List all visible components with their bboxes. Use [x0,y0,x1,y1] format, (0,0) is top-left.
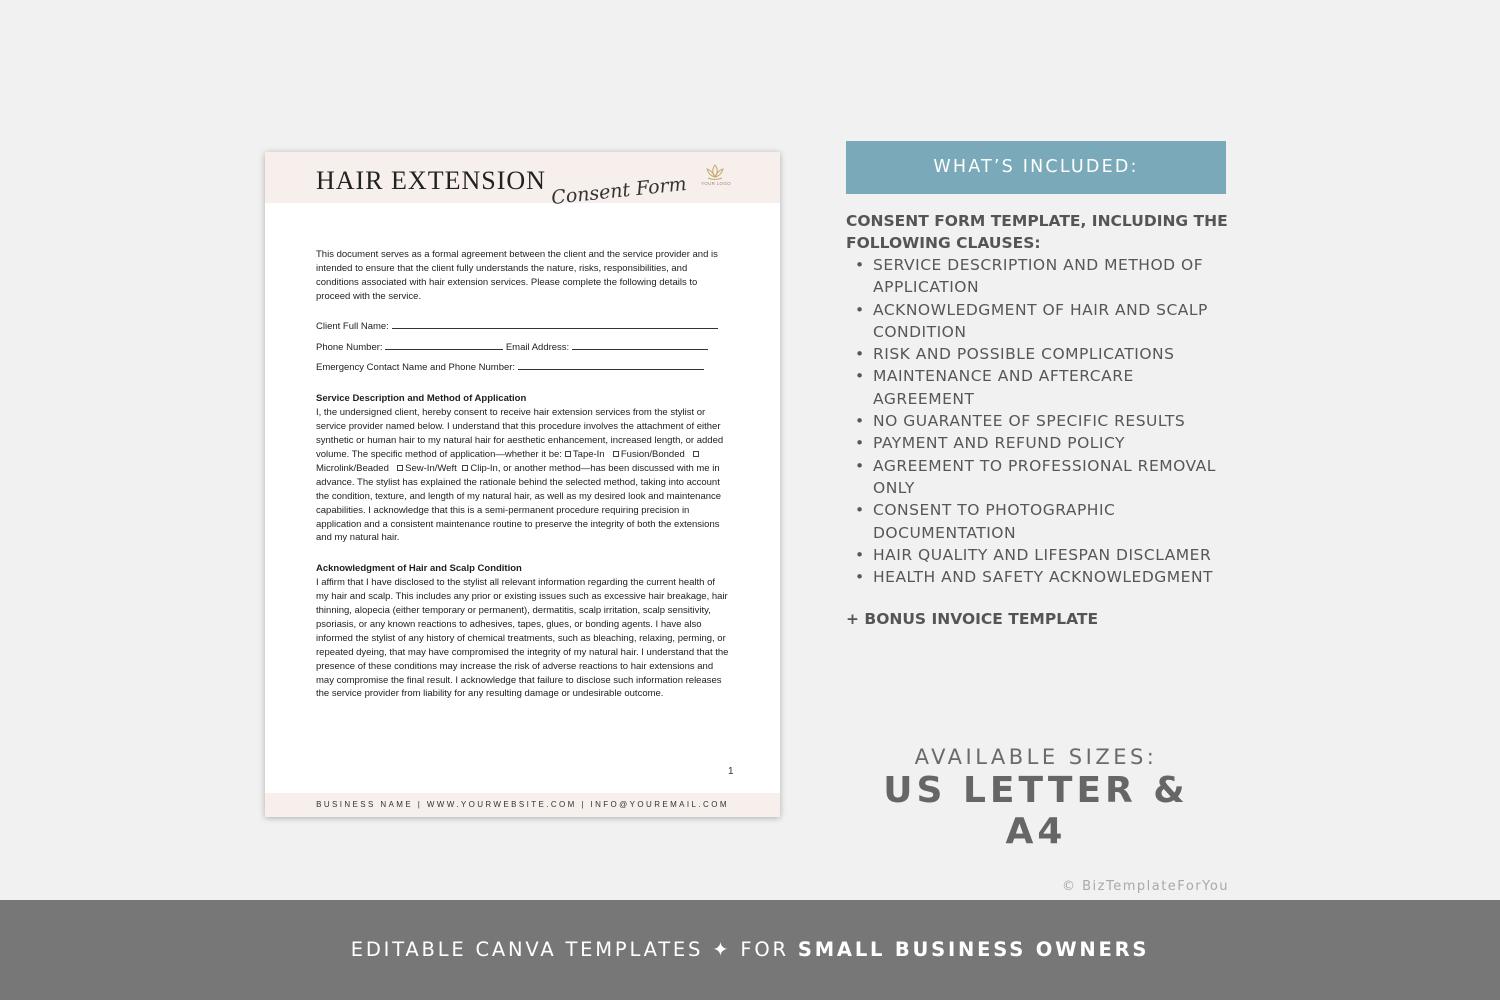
clause-item [855,254,1235,299]
phone-label: Phone Number: [316,341,383,353]
document-footer: BUSINESS NAME | WWW.YOURWEBSITE.COM | INFO@YOUREMAIL.COM [265,793,780,817]
client-name-line[interactable] [392,320,718,329]
clause-text: PAYMENT AND REFUND POLICY [873,434,1125,453]
client-fields [316,320,730,376]
bottom-banner-strong: SMALL BUSINESS OWNERS [797,938,1150,961]
bullet-icon: • [855,568,865,587]
document-title: HAIR EXTENSION [316,166,546,195]
emergency-line[interactable] [518,361,704,370]
phone-email-field[interactable] [316,341,730,355]
document-preview [265,152,780,817]
clause-item [855,432,1235,454]
section2-heading: Acknowledgment of Hair and Scalp Condition [316,563,522,575]
checkbox[interactable] [693,451,699,457]
section1-text [316,406,730,545]
checkbox[interactable] [462,465,468,471]
bullet-icon: • [855,345,865,364]
option-microlink: Microlink/Beaded [316,462,389,474]
clause-item [855,455,1235,500]
client-name-field[interactable] [316,320,730,334]
sizes-value: US LETTER & A4 [883,770,1189,852]
clause-text: NO GUARANTEE OF SPECIFIC RESULTS [873,412,1186,431]
client-name-label: Client Full Name: [316,320,389,332]
email-line[interactable] [572,341,708,350]
section1-text-before: I, the undersigned client, hereby consent to receive hair extension services from the stylist or service provider named below. I understand that this procedure involves the attachment of either synthetic or human hair to my natural hair for aesthetic enhancement, increased length, or added volume. The specific method of application—whether it be: [316,407,724,460]
logo [701,163,729,193]
document-subtitle: Consent Form [550,172,688,210]
section1-heading: Service Description and Method of Application [316,393,527,405]
whats-included-banner: WHAT’S INCLUDED: [846,141,1226,194]
bullet-icon: • [855,256,865,274]
clause-item [855,365,1235,410]
bonus-text: + BONUS INVOICE TEMPLATE [846,610,1099,628]
bottom-banner [0,900,1500,1000]
clause-item [855,343,1235,365]
emergency-label: Emergency Contact Name and Phone Number: [316,362,516,374]
option-fusion: Fusion/Bonded [620,448,685,460]
checkbox[interactable] [565,451,571,457]
included-intro: CONSENT FORM TEMPLATE, INCLUDING THE FOLLOWING CLAUSES: [846,212,1228,253]
section2-text: I affirm that I have disclosed to the stylist all relevant information regarding the current health of my hair and scalp. This includes any prior or existing issues such as excessive hair breakage, hair thinning, alopecia (either temporary or permanent), dermatitis, scalp irritation, scalp sensitivity, psoriasis, or any known reactions to adhesives, tapes, glues, or bonding agents. I have also informed the stylist of any history of chemical treatments, such as bleaching, relaxing, perming, or repeated dyeing, that may have compromised the integrity of my natural hair. I understand that the presence of these conditions may increase the risk of adverse reactions to hair extensions and may compromise the final result. I acknowledge that failure to disclose such information releases the service provider from liability for any resulting damage or undesirable outcome. [316,577,729,700]
page-number: 1 [728,766,734,777]
clause-item [855,566,1235,588]
bullet-icon: • [855,501,865,520]
bullet-icon: • [855,545,865,564]
document-body [316,248,730,701]
phone-line[interactable] [385,341,503,350]
clause-text: SERVICE DESCRIPTION AND METHOD OF APPLICATION [873,256,1204,297]
bullet-icon: • [855,367,865,386]
option-sew-in: Sew-In/Weft [405,462,457,474]
bullet-icon: • [855,434,865,453]
clause-item [855,410,1235,432]
option-clip-in: Clip-In [470,462,498,474]
clause-text: RISK AND POSSIBLE COMPLICATIONS [873,345,1175,364]
intro-paragraph: This document serves as a formal agreement between the client and the service provider and is intended to ensure that the client fully understands the nature, risks, responsibilities, and conditions associated with hair extension services. Please complete the following details to proceed with the service. [316,249,718,302]
email-label: Email Address: [505,341,570,353]
clause-list [855,254,1235,588]
bullet-icon: • [855,456,865,475]
bullet-icon: • [855,412,865,431]
copyright-text: © BizTemplateForYou [1062,879,1230,894]
checkbox[interactable] [397,465,403,471]
clause-item [855,544,1235,566]
clause-text: MAINTENANCE AND AFTERCARE AGREEMENT [873,367,1134,408]
bullet-icon: • [855,300,865,319]
clause-text: HAIR QUALITY AND LIFESPAN DISCLAMER [873,545,1212,564]
clause-text: ACKNOWLEDGMENT OF HAIR AND SCALP CONDITION [873,300,1208,341]
bottom-banner-text: EDITABLE CANVA TEMPLATES ✦ FOR [350,938,798,961]
option-tape-in: Tape-In [572,448,605,460]
clause-item [855,499,1235,544]
checkbox[interactable] [613,451,619,457]
emergency-field[interactable] [316,361,730,375]
clause-text: AGREEMENT TO PROFESSIONAL REMOVAL ONLY [873,456,1216,497]
lotus-icon [705,163,725,181]
sizes-label: AVAILABLE SIZES: [914,745,1158,769]
clause-item [855,299,1235,344]
clause-text: HEALTH AND SAFETY ACKNOWLEDGMENT [873,568,1214,587]
logo-text: YOUR LOGO [701,181,731,186]
section1-text-after: , or another method—has been discussed with me in advance. The stylist has explained the rationale behind the selected method, taking into account the condition, texture, and length of my natural hair, as well as my desired look and maintenance capabilities. I acknowledge that this is a semi-permanent procedure requiring precision in application and a consistent maintenance routine to preserve the integrity of both the extensions and my natural hair. [316,462,722,544]
clause-text: CONSENT TO PHOTOGRAPHIC DOCUMENTATION [873,501,1116,542]
document-header [265,152,780,210]
